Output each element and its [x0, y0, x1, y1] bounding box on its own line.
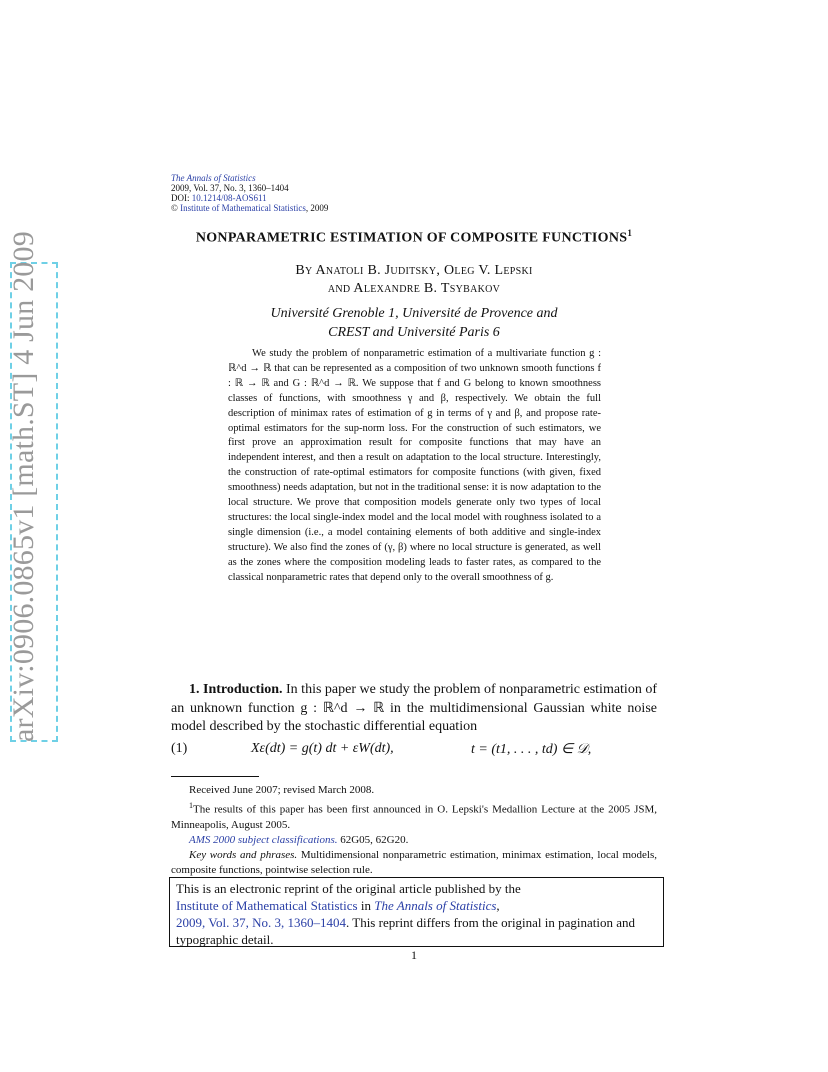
reprint-line-1: This is an electronic reprint of the original article published by the: [176, 881, 521, 896]
volume-link[interactable]: 2009, Vol. 37, No. 3, 1360–1404: [176, 915, 346, 930]
ams-link[interactable]: AMS 2000 subject classifications.: [189, 833, 338, 846]
keywords-label: Key words and phrases.: [189, 848, 298, 861]
keywords-text: Multidimensional nonparametric estimation, minimax estimation, local models, composite functions, pointwise selection rule.: [171, 848, 657, 876]
journal-volume: 2009, Vol. 37, No. 3, 1360–1404: [171, 183, 289, 193]
equation-number: (1): [171, 741, 188, 756]
paper-affiliations: [171, 304, 657, 342]
paper-authors: [171, 262, 657, 298]
footnote-rule: [171, 776, 259, 777]
affiliation-line-2: CREST and Université Paris 6: [328, 325, 500, 340]
equation-body: Xε(dt) = g(t) dt + εW(dt),: [251, 741, 394, 756]
equation-condition: t = (t1, . . . , td) ∈ 𝒟,: [471, 742, 592, 757]
page-number: 1: [411, 948, 417, 962]
title-footnote-mark: 1: [627, 228, 633, 238]
received-note: Received June 2007; revised March 2008.: [189, 784, 375, 796]
footnote-1-text: The results of this paper has been first announced in O. Lepski's Medallion Lecture at the 2005 JSM, Minneapolis, August 2005.: [171, 803, 657, 831]
intro-text: In this paper we study the problem of nonparametric estimation of an unknown function g : ℝ^d → ℝ in the multidimensional Gaussian white noise model described by the stochastic differential equation: [171, 682, 657, 734]
doi-prefix: DOI:: [171, 193, 192, 203]
journal-doi-line: [171, 193, 328, 203]
journal-link[interactable]: The Annals of Statistics: [374, 898, 497, 913]
authors-line-1: By Anatoli B. Juditsky, Oleg V. Lepski: [295, 263, 533, 278]
paper-abstract: We study the problem of nonparametric estimation of a multivariate function g : ℝ^d → ℝ that can be represented as a composition of two unknown smooth functions f : ℝ → ℝ and G : ℝ^d → ℝ. We suppose that f and G belong to known smoothness classes of functions, with smoothness γ and β, respectively. We obtain the full description of minimax rates of estimation of g in terms of γ and β, and propose rate-optimal estimators for the sup-norm loss. For the construction of such estimators, we first prove an approximation result for composite functions that may have an independent interest, and then a result on adaptation to the local structure. Interestingly, the construction of rate-optimal estimators for composite functions (with given, fixed smoothness) needs adaptation, but not in the traditional sense: it is now adaptation to the local structure. We prove that composition models generate only two types of local structures: the local single-index model and the local model with roughness isolated to a single dimension (i.e., a model containing elements of both additive and single-index structure). We also find the zones of (γ, β) where no local structure is generated, as well as the zones where the composition modeling leads to faster rates, as compared to the classical nonparametric rates that depend only to the overall smoothness of g.: [228, 348, 601, 583]
journal-copyright: [171, 203, 328, 213]
footnote-1: [171, 798, 657, 833]
reprint-rest: . This reprint differs from the original in pagination and typographic detail.: [176, 915, 636, 947]
publisher-link[interactable]: Institute of Mathematical Statistics: [176, 898, 358, 913]
footnote-1-mark: 1: [189, 801, 193, 810]
journal-name[interactable]: The Annals of Statistics: [171, 173, 256, 183]
paper-title: [171, 228, 657, 247]
keywords: [171, 848, 657, 878]
affiliation-line-1: Université Grenoble 1, Université de Provence and: [270, 306, 558, 321]
intro-paragraph: [171, 681, 657, 737]
ams-codes: 62G05, 62G20.: [337, 833, 409, 846]
arxiv-stamp: arXiv:0906.0865v1 [math.ST] 4 Jun 2009: [7, 231, 40, 742]
authors-line-2: and Alexandre B. Tsybakov: [327, 281, 501, 296]
reprint-comma: ,: [496, 898, 500, 913]
equation-1: [171, 741, 657, 761]
paper-title-text: NONPARAMETRIC ESTIMATION OF COMPOSITE FUNCTIONS: [195, 230, 628, 246]
copyright-year: , 2009: [305, 203, 329, 213]
reprint-in: in: [357, 898, 375, 913]
copyright-symbol: ©: [171, 203, 178, 213]
copyright-holder-link[interactable]: Institute of Mathematical Statistics: [180, 203, 306, 213]
journal-info: [171, 173, 328, 213]
footnotes: [171, 783, 657, 878]
doi-link[interactable]: 10.1214/08-AOS611: [191, 193, 267, 203]
reprint-notice: [169, 877, 664, 947]
intro-heading: 1. Introduction.: [189, 682, 283, 697]
ams-classification: [171, 833, 657, 848]
